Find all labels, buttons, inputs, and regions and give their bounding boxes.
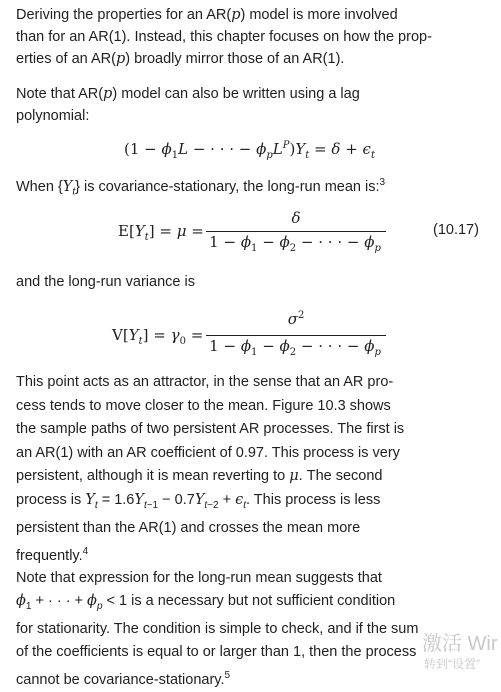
activation-watermark-title: 激活 Wir: [422, 633, 498, 655]
equation-mean-lhs: $E[Y_t] = \mu$ =: [118, 222, 204, 243]
text-line: of the coefficients is equal to or larger than 1, then the process: [16, 643, 417, 660]
text-line: When $\{Y_t\}$ is covariance-stationary, the long-run mean is:$^3$: [16, 177, 386, 198]
text-line: erties of an AR(p) broadly mirror those of an AR(1).: [16, 51, 345, 67]
equation-variance-numerator: $\sigma^2$: [287, 310, 305, 328]
fraction-bar: [206, 335, 386, 336]
equation-lag-polynomial: ($1 - \phi_1L$ − · · · − $\phi_pL^P)Y_t = \delta + \epsilon_t$: [124, 140, 375, 161]
text-line: cess tends to move closer to the mean. Figure 10.3 shows: [16, 397, 391, 414]
text-line: than for an AR(1). Instead, this chapter focuses on how the prop-: [16, 29, 432, 45]
paragraph-ar-p-intro: [16, 4, 488, 70]
text-line: the sample paths of two persistent AR processes. The first is: [16, 421, 405, 437]
text-line: for stationarity. The condition is simple to check, and if the sum: [16, 620, 419, 637]
equation-variance-denominator: $1 - \phi_1 - \phi_2$ − · · · − $\phi_p$: [209, 337, 381, 358]
text-line: Note that expression for the long-run mean suggests that: [16, 570, 382, 586]
text-line: $\phi_1$ + · · · + $\phi_p < 1$ is a necessary but not sufficient condition: [16, 593, 396, 612]
text-line: persistent than the AR(1) and crosses the mean more: [16, 519, 361, 536]
text-line: Deriving the properties for an AR(p) model is more involved: [16, 7, 398, 23]
text-line: This point acts as an attractor, in the sense that an AR pro-: [16, 374, 394, 390]
text-line: an AR(1) with an AR coefficient of 0.97. This process is very: [16, 444, 400, 461]
text-line: Note that AR(p) model can also be written using a lag: [16, 86, 360, 102]
equation-variance-lhs: $V[Y_t] = \gamma_0$ =: [112, 326, 204, 347]
equation-mean-numerator: δ: [291, 209, 301, 227]
equation-number: (10.17): [433, 222, 479, 238]
paragraph-stationarity-condition: [16, 567, 488, 692]
text-line: cannot be covariance-stationary.$^5$: [16, 669, 231, 688]
text-line: and the long-run variance is: [16, 274, 195, 290]
equation-mean-denominator: $1 - \phi_1 - \phi_2$ − · · · − $\phi_p$: [209, 233, 381, 254]
paragraph-lag-polynomial: [16, 83, 488, 127]
text-line: polynomial:: [16, 108, 90, 124]
paragraph-long-run-mean-intro: [16, 172, 488, 204]
paragraph-attractor: [16, 371, 488, 569]
text-line: process is $Y_t = 1.6Y_{t-1} - 0.7Y_{t-2} + \epsilon_t$. This process is less: [16, 491, 381, 511]
text-line: frequently.$^4$: [16, 546, 89, 565]
paragraph-long-run-variance-intro: [16, 271, 488, 293]
activation-watermark-subtitle: 转到“设置”: [424, 657, 480, 671]
fraction-bar: [206, 231, 386, 232]
text-line: persistent, although it is mean reverting to μ. The second: [16, 468, 383, 484]
